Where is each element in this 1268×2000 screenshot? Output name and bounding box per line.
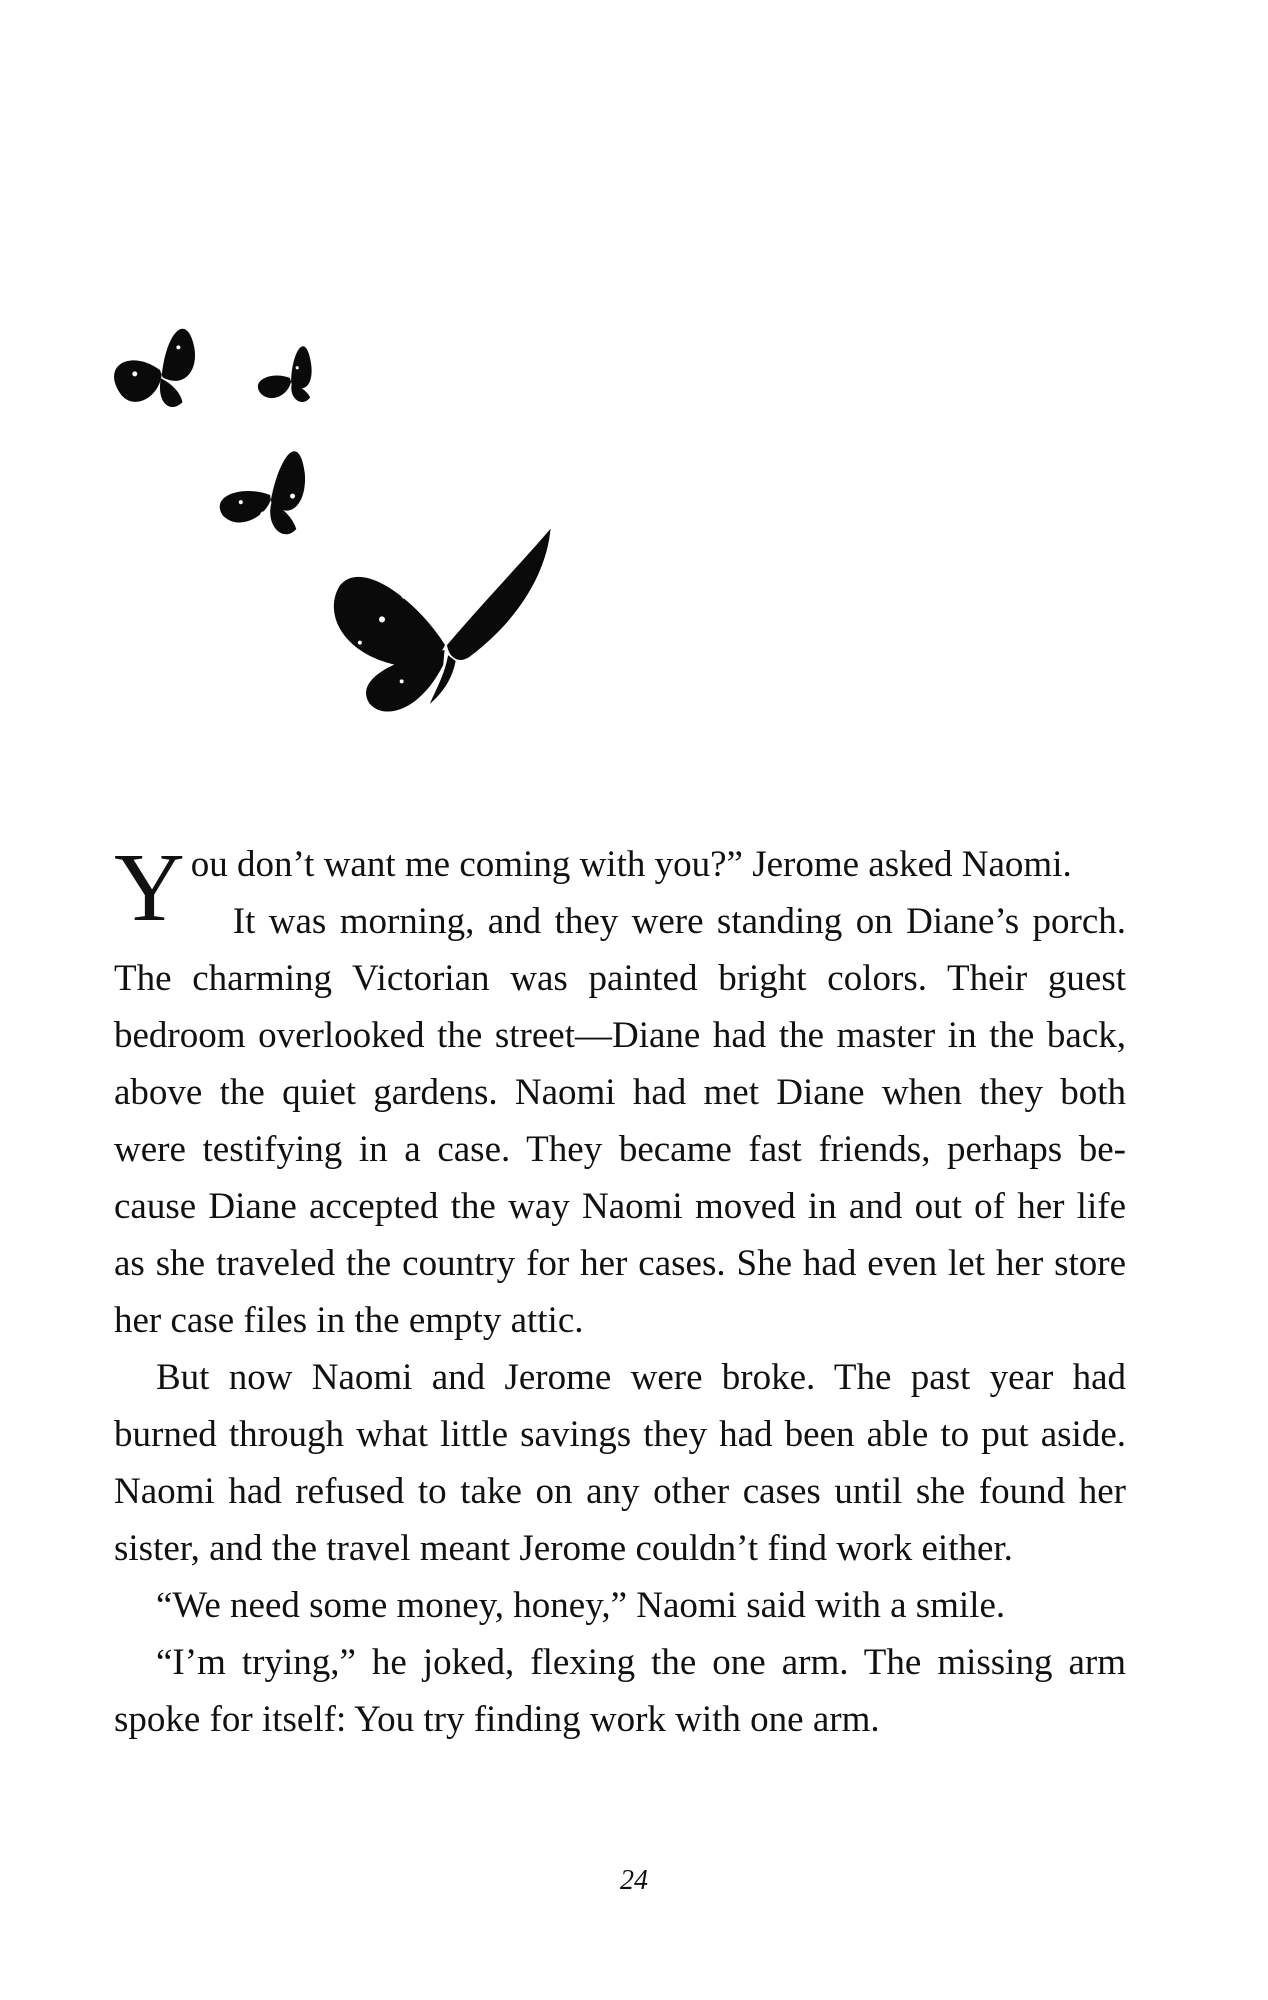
paragraph: But now Naomi and Jerome were broke. The past year had burned through what little savings they had been able to put aside. Naomi had refused to take on any other cases until she found her sister, and the travel meant Jerome couldn’t find work either. [114,1357,1126,1569]
butterfly-icon [212,450,314,545]
drop-cap: Y [114,834,185,942]
butterfly-icon [250,345,320,412]
opening-line: ou don’t want me coming with you?” Jerome asked Naomi. [190,844,1072,885]
butterfly-icon [105,327,211,424]
butterflies-ornament [100,320,580,760]
butterfly-icon [325,511,551,725]
page-number: 24 [620,1865,648,1896]
body-text [114,836,1126,1748]
paragraph: “We need some money, honey,” Naomi said with a smile. [156,1585,1006,1626]
paragraph: It was morning, and they were standing on Diane’s porch. The charming Victorian was painted bright colors. Their guest bedroom overlooked the street—Diane had the master in the back, above the quiet gardens. Naomi had met Diane when they both were testifying in a case. They became fast friends, perhaps be-cause Diane accepted the way Naomi moved in and out of her life as she traveled the country for her cases. She had even let her store her case files in the empty attic. [114,901,1126,1341]
paragraph: “I’m trying,” he joked, flexing the one arm. The missing arm spoke for itself: You try finding work with one arm. [114,1642,1126,1740]
opening-paragraph [114,834,1126,942]
